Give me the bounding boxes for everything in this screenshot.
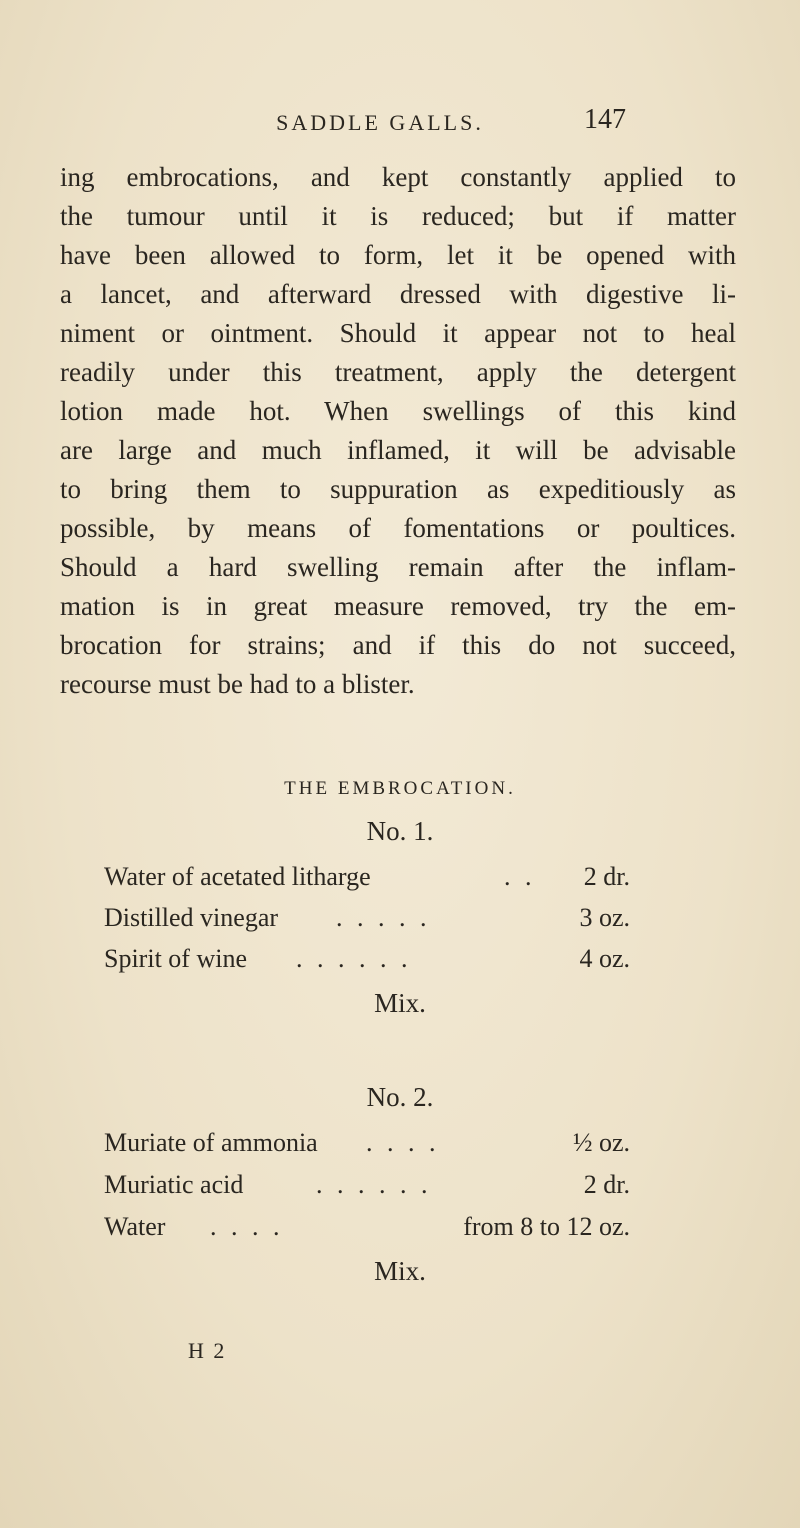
ingredient-name: Distilled vinegar (104, 903, 279, 932)
body-line: recourse must be had to a blister. (60, 669, 415, 699)
leader-dots: . . . . (366, 1128, 440, 1157)
ingredient-name: Water of acetated litharge (104, 862, 371, 891)
leader-dots: . . . . . . (296, 944, 412, 973)
body-paragraph (60, 158, 736, 704)
mix-instruction: Mix. (374, 1256, 426, 1286)
leader-dots: . . . . (210, 1212, 284, 1241)
recipe-number: No. 1. (366, 816, 434, 846)
ingredient-name: Muriate of ammonia (104, 1128, 318, 1157)
ingredient-quantity: 3 oz. (579, 903, 630, 932)
ingredient-row (104, 1170, 630, 1208)
ingredient-row (104, 944, 630, 982)
ingredient-quantity: 2 dr. (583, 1170, 630, 1199)
ingredient-row (104, 1212, 630, 1250)
leader-dots: . . (504, 862, 536, 891)
ingredient-row (104, 903, 630, 941)
body-line: ing embrocations, and kept constantly applied to (60, 162, 736, 192)
ingredient-row (104, 862, 630, 900)
leader-dots: . . . . . (336, 903, 431, 932)
ingredient-name: Water (104, 1212, 166, 1241)
ingredient-name: Muriatic acid (104, 1170, 244, 1199)
body-line: have been allowed to form, let it be opened with (60, 240, 736, 270)
body-line: lotion made hot. When swellings of this kind (60, 396, 736, 426)
running-title: SADDLE GALLS. (276, 110, 484, 135)
ingredient-quantity: ½ oz. (572, 1128, 630, 1157)
recipe-number: No. 2. (366, 1082, 434, 1112)
body-line: a lancet, and afterward dressed with digestive li- (60, 279, 736, 309)
ingredient-quantity: from 8 to 12 oz. (463, 1212, 630, 1241)
body-line: to bring them to suppuration as expeditiously as (60, 474, 736, 504)
section-title: THE EMBROCATION. (284, 778, 516, 799)
signature-mark: H 2 (188, 1338, 227, 1363)
running-head (0, 104, 800, 146)
body-line: mation is in great measure removed, try the em- (60, 591, 736, 621)
ingredient-name: Spirit of wine (104, 944, 247, 973)
page-number: 147 (584, 104, 626, 135)
ingredient-quantity: 2 dr. (583, 862, 630, 891)
mix-instruction: Mix. (374, 988, 426, 1018)
body-line: possible, by means of fomentations or poultices. (60, 513, 736, 543)
body-line: the tumour until it is reduced; but if matter (60, 201, 736, 231)
body-line: brocation for strains; and if this do not succeed, (60, 630, 736, 660)
body-line: readily under this treatment, apply the detergent (60, 357, 736, 387)
body-line: niment or ointment. Should it appear not to heal (60, 318, 736, 348)
ingredient-quantity: 4 oz. (579, 944, 630, 973)
leader-dots: . . . . . . (316, 1170, 432, 1199)
body-line: are large and much inflamed, it will be advisable (60, 435, 736, 465)
ingredient-row (104, 1128, 630, 1166)
body-line: Should a hard swelling remain after the inflam- (60, 552, 736, 582)
